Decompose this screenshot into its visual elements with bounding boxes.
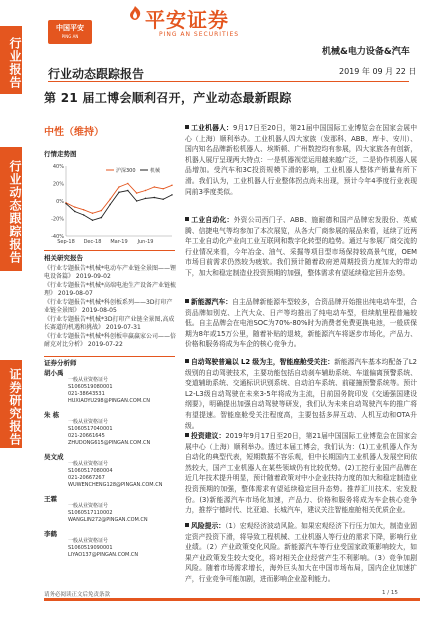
trend-chart-title: 行情走势图	[44, 150, 77, 158]
series-point-1	[109, 204, 110, 205]
related-report-item[interactable]: 《行业专题报告*机械*电动车产业链全景图——锂电设备篇》 2019-09-02	[44, 265, 177, 280]
ping-an-logo	[48, 20, 92, 44]
bullet-autonomous-driving	[185, 357, 417, 431]
legend-label: 沪深300	[116, 168, 136, 174]
report-headline: 第 21 届工博会顺利召开，产业动态最新跟踪	[44, 91, 292, 105]
analyst-entry	[44, 410, 178, 447]
analyst-cert-label: 一般从业资格证号	[68, 419, 109, 425]
analyst-email[interactable]: LIYAO137@PINGAN.COM.CN	[68, 552, 139, 558]
related-report-item[interactable]: 《行业专题报告*机械*3D打印产业链全景图,高成长赛道的机遇和挑战》 2019-07-31	[44, 316, 175, 331]
header-divider	[48, 81, 409, 82]
related-divider	[44, 250, 175, 251]
series-point-0	[109, 199, 110, 200]
series-point-0	[145, 190, 146, 191]
analyst-name: 王霖	[44, 495, 57, 503]
bullet-heading: 自动驾驶普遍以 L2 级为主，智能座舱受关注：	[191, 358, 335, 366]
analysts-list	[44, 368, 178, 564]
analyst-cert-label: 一般从业资格证号	[68, 503, 109, 509]
logo-sub-text: PING AN	[61, 34, 79, 39]
related-report-item[interactable]: 《行业专题报告*机械*科创板申赢赢家公司——倍耐克对比分析》 2019-07-22	[44, 333, 177, 348]
series-point-1	[118, 192, 119, 193]
related-report-item[interactable]: 《行业专题报告*机械*高端电池生产设备产业链梳理》 2019-08-07	[44, 282, 177, 297]
bullet-body: 新能源汽车基本均配备了L2级别的自动驾驶技术，主要功能包括自动刹车辅助系统、车道偏离预警系统、变道辅助系统、交通标识识别系统、自动泊车系统、前碰撞预警系统等。预计L2-L3级自动驾驶在未来3-5年将成为主流，日前国务院印发《交通强国建设纲要》，明确提出加强自动驾驶等研发，我们认为未来自动驾驶汽车的推广将有望提速。智能座舱受关注程度高，主要包括多屏互动、人机互动和OTA升级。	[185, 358, 417, 430]
analyst-name: 李鹤	[44, 530, 57, 538]
series-point-0	[83, 209, 84, 210]
side-tab-report-type: 行业动态跟踪报告	[0, 147, 22, 271]
bullet-square-icon	[185, 359, 189, 363]
legend-label: 机械	[150, 168, 161, 174]
x-tick-label: Sep-18	[57, 239, 75, 245]
series-point-1	[74, 211, 75, 212]
bullet-heading: 新能源汽车：	[191, 298, 233, 306]
series-point-1	[145, 198, 146, 199]
y-tick-label: -40%	[51, 234, 64, 240]
series-point-0	[154, 186, 155, 187]
series-point-1	[92, 220, 93, 221]
x-tick-label: Dec-18	[83, 239, 102, 245]
industry-label: 机械&电力设备&汽车	[322, 47, 410, 57]
series-point-1	[127, 190, 128, 191]
bullet-heading: 风险提示：	[191, 522, 226, 530]
series-point-1	[136, 200, 137, 201]
related-reports-title: 相关研究报告	[44, 254, 83, 262]
series-line-1	[66, 191, 172, 221]
analysts-title: 证券分析师	[44, 359, 77, 367]
report-type-title: 行业动态跟踪报告	[48, 67, 145, 81]
series-point-1	[171, 194, 172, 195]
x-tick-label: Jun-19	[137, 239, 154, 245]
series-point-0	[92, 213, 93, 214]
y-tick-label: 0%	[56, 199, 64, 205]
series-line-0	[66, 184, 172, 214]
bullet-body: 外资公司西门子、ABB、施耐德和国产品牌宏发股份、英威腾、信捷电气等均参加了本次展览，从各大厂商参展的展品来看，延续了近两年工业自动化产业向工业互联网和数字化转型的趋势。通过与参展厂商交流的行业情况来看，今年冶金、油气、采掘等项目型市场保持较高景气度，OEM市场目前需求仍然较为疲软。我们预计随着政府逆周期投资力度加大的带动下，加大和稳定制造业投资预期的加强，整体需求有望延续稳定回升态势。	[185, 216, 418, 277]
analyst-cert-number: S1060517040001	[68, 426, 113, 432]
page-number: 1 / 15	[382, 590, 398, 596]
bullet-body: 9月17日至20日，第21届中国国际工业博览会在国家会展中心（上海）顺利举办。工业机器人四大家族（发那科、ABB、库卡、安川）、国内知名品牌新松机器人、埃斯顿、广州数控均有参展，四大家族各有创新，机器人展厅呈现两大特点：一是机器视觉运用越来越广泛，二是协作机器人展品增加。受汽车和3C投资规模下滑的影响，工业机器人整体产销量有所下滑。我们认为，工业机器人行业整体拐点尚未出现，预计今年4季度行业表现同前3季度类似。	[185, 124, 417, 196]
analyst-cert-number: S1060519090001	[68, 545, 113, 551]
analysts-divider	[44, 356, 175, 357]
analyst-entry	[44, 529, 178, 559]
bullet-body: 自主品牌新能源车型较多，合资品牌开始推出纯电动车型，合资品牌如别克、上汽大众、日产等均推出了纯电动车型，但续航里程普遍较低。自主品牌会在电池SOC为70%-80%时为消费者免费更换电池，一般质保期为8年或15万公里，随着补贴的退坡，新能源汽车将逐步市场化，产品力、价格和服务将成为车企的核心竞争力。	[185, 298, 418, 349]
related-reports-list	[44, 265, 176, 350]
y-tick-label: -20%	[51, 216, 64, 223]
analyst-email[interactable]: HUXIAOYU298@PINGAN.COM.CN	[68, 398, 150, 404]
analyst-cert-number: S1060517110002	[68, 510, 113, 516]
analyst-email[interactable]: WUWENCHENG128@PINGAN.COM.CN	[68, 482, 163, 488]
brand-name-cn: 平安证券	[145, 8, 229, 32]
series-point-0	[162, 188, 163, 189]
series-point-1	[154, 197, 155, 198]
analyst-cert-label: 一般从业资格证号	[68, 377, 109, 383]
side-tab-report-category: 行业报告	[0, 26, 22, 94]
bullet-body: （1）宏观经济波动风险。如果宏观经济下行压力加大，制造业固定资产投资下滑，将导致工程机械、工业机器人等行业的需求下降，影响行业业绩。（2）产业政策变化风险。新能源汽车等行业受国家政策影响较大，如果产业政策发生较大变化，将对相关企业经营产生不利影响。（3）竞争加剧风险。随着市场需求增长，海外巨头加大在中国市场布局，国内企业加速扩产，行业竞争可能加剧，进而影响企业盈利能力。	[185, 522, 417, 583]
series-point-1	[83, 214, 84, 215]
analyst-email[interactable]: ZHUDONG615@PINGAN.COM.CN	[68, 440, 151, 446]
analyst-name: 朱 栋	[44, 411, 60, 419]
series-point-0	[171, 185, 172, 186]
bullet-heading: 工业自动化：	[191, 216, 234, 224]
related-report-item[interactable]: 《行业专题报告*机械*科创板系列——3D打印产业链全景图》 2019-08-05	[44, 299, 173, 314]
bullet-square-icon	[185, 523, 189, 527]
rating-label: 中性（维持）	[44, 127, 104, 138]
series-point-1	[65, 203, 66, 204]
analyst-entry	[44, 494, 178, 524]
series-point-1	[101, 217, 102, 218]
y-tick-label: 20%	[52, 181, 64, 188]
analyst-name: 胡小禹	[44, 369, 64, 377]
bullet-body: 2019年9月17日至20日，第21届中国国际工业博览会在国家会展中心（上海）顺利举办。透过本届工博会，我们认为：(1)工业机器人作为自动化的典型代表，短期数据不容乐观，但中长期国内工业机器人发展空间依然较大，国产工业机器人在某些领域仍有比较优势。(2)工控行业国产品牌在近几年技术提升明显，预计随着政策对中小企业扶持力度的加大和稳定制造业投资预期的加强，整体需求有望延续稳定回升态势。推荐汇川技术、宏发股份。(3)新能源汽车市场化加速，产品力、价格和服务将成为车企核心竞争力，推荐宁德时代、比亚迪、长城汽车，建议关注智能座舱相关优质企业。	[185, 432, 418, 515]
bullet-industrial-robot	[185, 123, 417, 197]
analyst-entry	[44, 452, 178, 489]
y-tick-label: 40%	[52, 164, 64, 170]
series-point-0	[101, 210, 102, 211]
series-point-0	[74, 206, 75, 207]
series-point-1	[162, 199, 163, 200]
x-tick-label: Mar-19	[110, 239, 128, 245]
series-point-0	[118, 186, 119, 187]
series-point-0	[136, 192, 137, 193]
analyst-cert-label: 一般从业资格证号	[68, 461, 109, 467]
trend-chart	[44, 160, 176, 248]
analyst-phone: 021-20667267	[68, 475, 105, 481]
series-point-0	[127, 183, 128, 184]
bullet-square-icon	[185, 433, 189, 437]
report-date: 2019 年 09 月 22 日	[339, 67, 417, 76]
brand-name-en: PING AN SECURITIES	[159, 31, 240, 38]
analyst-entry	[44, 368, 178, 405]
analyst-email[interactable]: WANGLIN272@PINGAN.COM.CN	[68, 517, 148, 523]
bullet-square-icon	[185, 299, 189, 303]
bullet-heading: 工业机器人：	[191, 124, 233, 132]
logo-main-text: 中国平安	[56, 24, 84, 32]
footer-rule	[44, 598, 420, 601]
analyst-phone: 021-38643531	[68, 391, 105, 397]
analyst-name: 吴文成	[44, 453, 64, 461]
bullet-investment-advice	[185, 431, 417, 516]
side-tab-securities-research: 证券研究报告	[0, 360, 22, 448]
analyst-cert-number: S1060517080004	[68, 468, 113, 474]
analyst-cert-label: 一般从业资格证号	[68, 538, 109, 544]
bullet-square-icon	[185, 125, 189, 129]
analyst-phone: 021-20661645	[68, 433, 105, 439]
trend-chart-svg	[44, 160, 176, 248]
bullet-heading: 投资建议：	[191, 432, 226, 440]
footer-disclaimer: 请务必阅读正文后免责条款	[44, 592, 111, 598]
brand-flame-icon	[127, 5, 144, 21]
bullet-square-icon	[185, 217, 189, 221]
analyst-cert-number: S1060519080001	[68, 384, 113, 390]
bullet-new-energy-vehicle	[185, 297, 417, 350]
bullet-industrial-automation	[185, 215, 417, 279]
bullet-risk-warning	[185, 521, 417, 585]
